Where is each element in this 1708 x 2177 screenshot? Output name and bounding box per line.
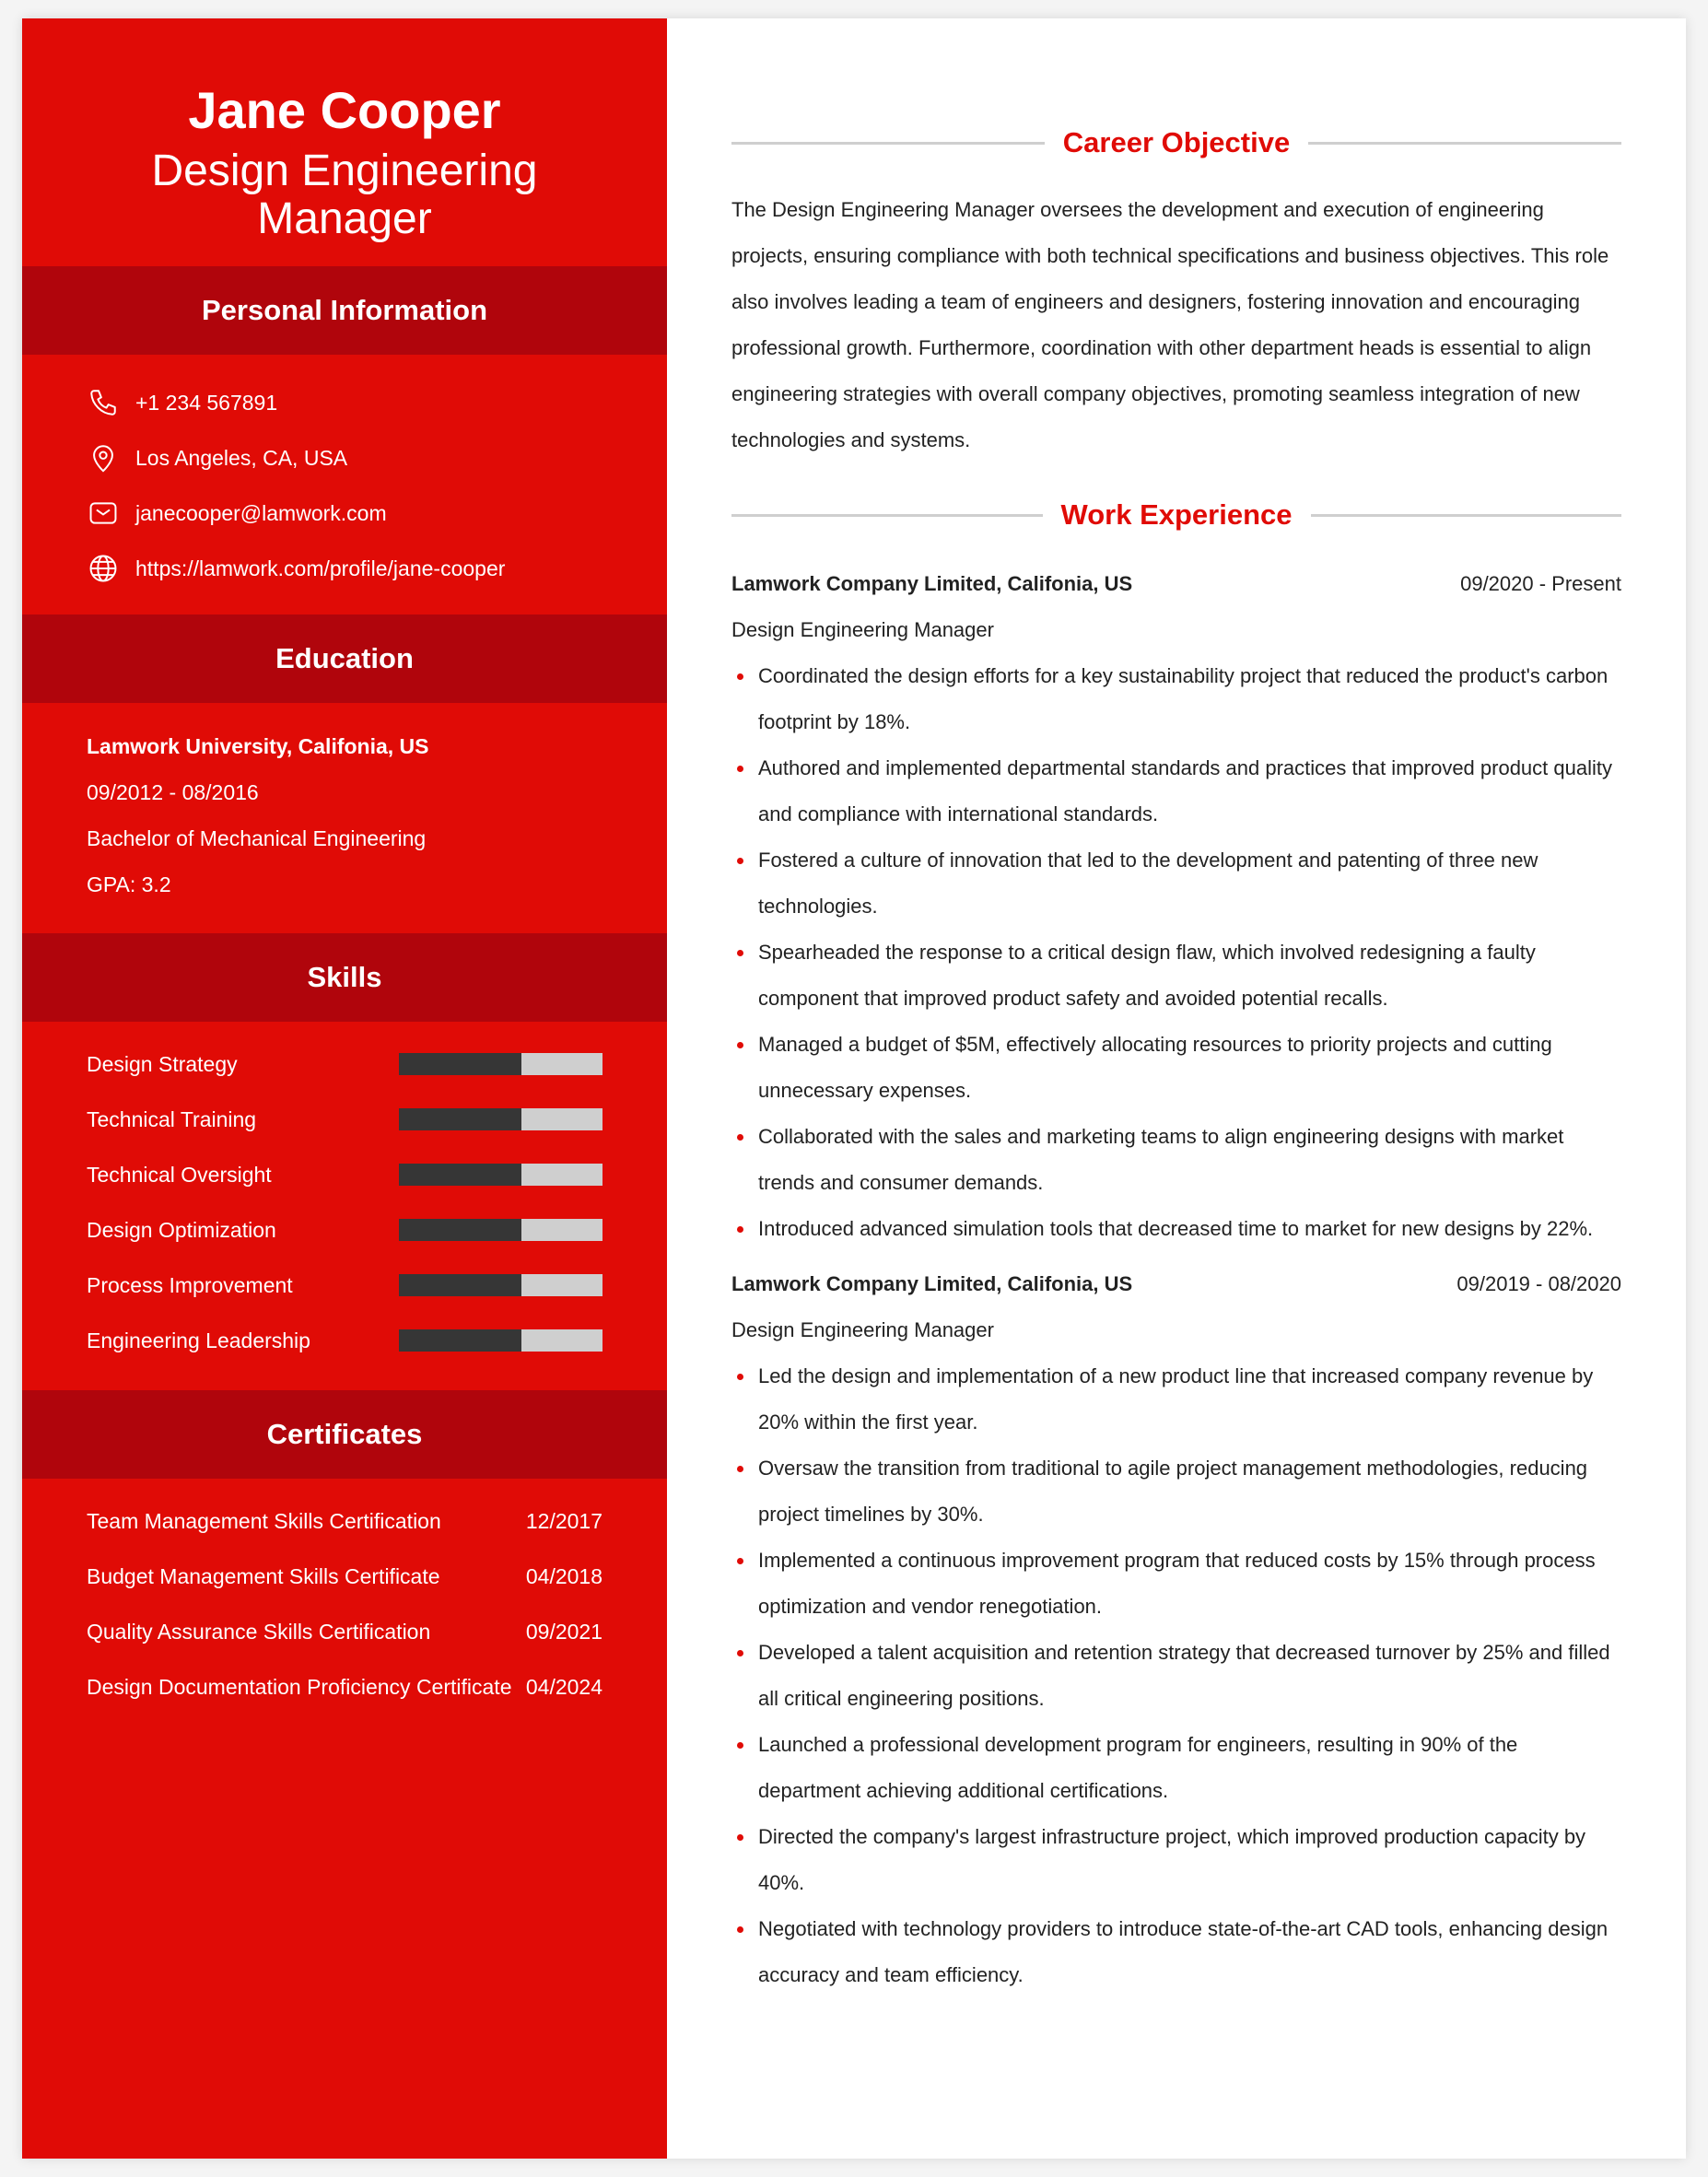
job-entry: [731, 1261, 1621, 1998]
skill-item: [87, 1258, 602, 1313]
job-company: Lamwork Company Limited, Califonia, US: [731, 1272, 1133, 1295]
certificate-date: 12/2017: [525, 1508, 602, 1533]
contact-email: [87, 486, 667, 541]
job-achievements: [731, 1353, 1621, 1998]
personal-info-heading: Personal Information: [22, 266, 667, 355]
certificate-date: 04/2024: [525, 1674, 602, 1699]
certificate-item: [87, 1604, 602, 1659]
contact-phone: [87, 375, 667, 430]
certificate-name: Budget Management Skills Certificate: [87, 1563, 440, 1588]
achievement-item: Collaborated with the sales and marketing teams to align engineering designs with market trends and consumer demands.: [731, 1114, 1621, 1206]
certificate-name: Quality Assurance Skills Certification: [87, 1619, 431, 1644]
contact-location-text: Los Angeles, CA, USA: [135, 445, 348, 470]
resume-header: [22, 18, 667, 266]
achievement-item: Oversaw the transition from traditional to agile project management methodologies, reducing project timelines by 30%.: [731, 1445, 1621, 1538]
skill-level-fill: [399, 1164, 521, 1186]
contact-phone-text: +1 234 567891: [135, 390, 278, 415]
skill-name: Design Optimization: [87, 1217, 276, 1242]
contact-website: [87, 541, 667, 596]
skill-item: [87, 1036, 602, 1092]
achievement-item: Implemented a continuous improvement program that reduced costs by 15% through process optimization and vendor renegotiation.: [731, 1538, 1621, 1630]
achievement-item: Authored and implemented departmental standards and practices that improved product quality and compliance with international standards.: [731, 745, 1621, 837]
certificates-heading: Certificates: [22, 1390, 667, 1479]
skill-level-fill: [399, 1053, 521, 1075]
certificate-item: [87, 1659, 602, 1715]
skill-name: Technical Oversight: [87, 1162, 272, 1187]
skill-level-bar: [399, 1164, 602, 1186]
achievement-item: Introduced advanced simulation tools that decreased time to market for new designs by 22%.: [731, 1206, 1621, 1252]
divider: [731, 142, 1045, 145]
career-objective-title: Career Objective: [1062, 126, 1291, 158]
skill-item: [87, 1202, 602, 1258]
achievement-item: Led the design and implementation of a new product line that increased company revenue by 20% within the first year.: [731, 1353, 1621, 1445]
education-school: Lamwork University, Califonia, US: [87, 734, 429, 758]
education-section: [22, 703, 667, 933]
skill-name: Process Improvement: [87, 1272, 293, 1297]
achievement-item: Launched a professional development program for engineers, resulting in 90% of the department achieving additional certifications.: [731, 1722, 1621, 1814]
person-name: Jane Cooper: [188, 81, 501, 139]
skill-level-fill: [399, 1219, 521, 1241]
job-header: [731, 1261, 1621, 1307]
phone-icon: [87, 386, 120, 419]
resume-page: [22, 18, 1686, 2159]
contact-list: [22, 355, 667, 614]
divider: [1311, 514, 1622, 517]
job-dates: 09/2019 - 08/2020: [1456, 1272, 1621, 1295]
skill-item: [87, 1147, 602, 1202]
career-objective-heading: [731, 115, 1621, 170]
certificates-list: [22, 1479, 667, 1715]
achievement-item: Fostered a culture of innovation that led to the development and patenting of three new technologies.: [731, 837, 1621, 930]
skill-item: [87, 1092, 602, 1147]
achievement-item: Negotiated with technology providers to introduce state-of-the-art CAD tools, enhancing design accuracy and team efficiency.: [731, 1906, 1621, 1998]
skill-name: Technical Training: [87, 1106, 257, 1131]
contact-email-text: janecooper@lamwork.com: [135, 500, 387, 525]
contact-location: [87, 430, 667, 486]
certificate-date: 09/2021: [525, 1619, 602, 1644]
divider: [731, 514, 1043, 517]
certificate-item: [87, 1549, 602, 1604]
work-experience-title: Work Experience: [1060, 498, 1293, 531]
education-gpa: GPA: 3.2: [87, 872, 171, 896]
skill-level-bar: [399, 1108, 602, 1130]
main-content: [667, 18, 1686, 2159]
location-pin-icon: [87, 441, 120, 474]
skill-level-bar: [399, 1329, 602, 1352]
divider: [1308, 142, 1621, 145]
achievement-item: Managed a budget of $5M, effectively allocating resources to priority projects and cutting unnecessary expenses.: [731, 1022, 1621, 1114]
skill-item: [87, 1313, 602, 1368]
job-entry: [731, 561, 1621, 1252]
skill-level-bar: [399, 1219, 602, 1241]
education-degree: Bachelor of Mechanical Engineering: [87, 826, 427, 850]
skill-name: Engineering Leadership: [87, 1328, 310, 1352]
skills-list: [22, 1022, 667, 1390]
achievement-item: Coordinated the design efforts for a key sustainability project that reduced the product's carbon footprint by 18%.: [731, 653, 1621, 745]
job-company: Lamwork Company Limited, Califonia, US: [731, 572, 1133, 595]
skills-heading: Skills: [22, 933, 667, 1022]
career-objective-text: The Design Engineering Manager oversees the development and execution of engineering projects, ensuring compliance with both technical specifications and business objectives. This role also involves leading a team of engineers and designers, fostering innovation and encouraging professional growth. Furthermore, coordination with other department heads is essential to align engineering strategies with overall company objectives, promoting seamless integration of new technologies and systems.: [731, 198, 1609, 451]
skill-level-fill: [399, 1274, 521, 1296]
education-heading: Education: [22, 614, 667, 703]
skill-name: Design Strategy: [87, 1051, 238, 1076]
job-role: Design Engineering Manager: [731, 1318, 994, 1341]
job-achievements: [731, 653, 1621, 1252]
skill-level-fill: [399, 1329, 521, 1352]
work-experience-heading: [731, 487, 1621, 543]
envelope-icon: [87, 497, 120, 530]
skill-level-fill: [399, 1108, 521, 1130]
job-dates: 09/2020 - Present: [1460, 572, 1621, 595]
contact-website-text: https://lamwork.com/profile/jane-cooper: [135, 556, 506, 580]
achievement-item: Spearheaded the response to a critical design flaw, which involved redesigning a faulty component that improved product safety and avoided potential recalls.: [731, 930, 1621, 1022]
job-role: Design Engineering Manager: [731, 618, 994, 641]
skill-level-bar: [399, 1274, 602, 1296]
certificate-date: 04/2018: [525, 1563, 602, 1588]
certificate-item: [87, 1493, 602, 1549]
achievement-item: Directed the company's largest infrastructure project, which improved production capacity by 40%.: [731, 1814, 1621, 1906]
achievement-item: Developed a talent acquisition and retention strategy that decreased turnover by 25% and filled all critical engineering positions.: [731, 1630, 1621, 1722]
skill-level-bar: [399, 1053, 602, 1075]
certificate-name: Team Management Skills Certification: [87, 1508, 441, 1533]
globe-icon: [87, 552, 120, 585]
job-header: [731, 561, 1621, 607]
education-dates: 09/2012 - 08/2016: [87, 780, 259, 804]
sidebar: [22, 18, 667, 2159]
job-title: Design Engineering Manager: [151, 146, 538, 243]
certificate-name: Design Documentation Proficiency Certificate: [87, 1674, 512, 1699]
